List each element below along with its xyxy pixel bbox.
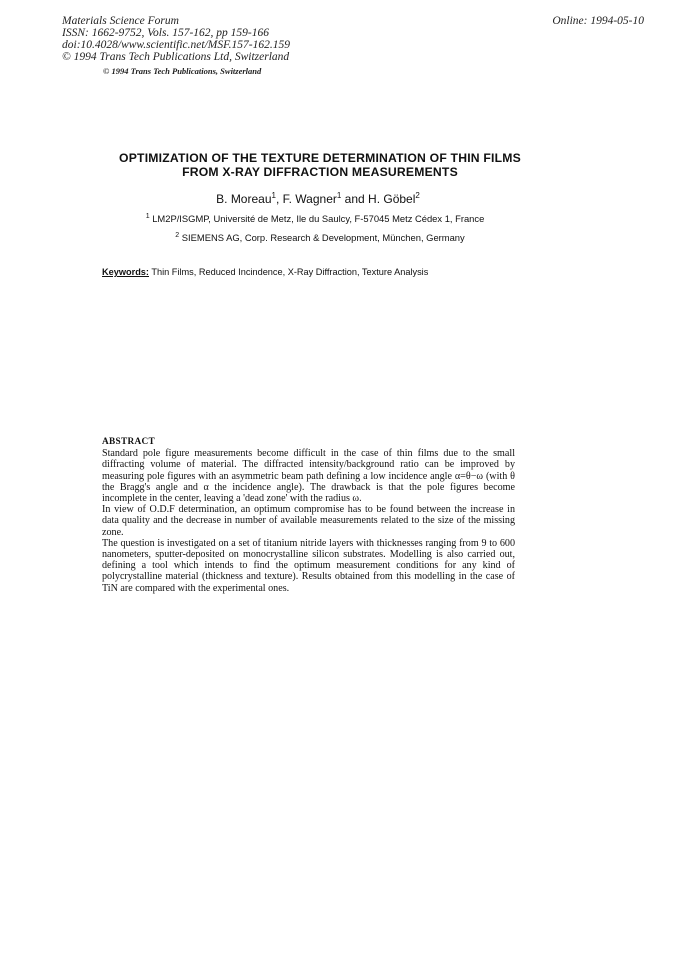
copyright-line: © 1994 Trans Tech Publications Ltd, Switzerland <box>62 51 290 63</box>
abstract-heading: ABSTRACT <box>102 437 156 447</box>
doi-line[interactable]: doi:10.4028/www.scientific.net/MSF.157-162.159 <box>62 39 290 51</box>
abstract-paragraph-2: In view of O.D.F determination, an optimum compromise has to be found between the increase in data quality and the decrease in number of available measurements related to the size of the missing zone. <box>102 504 515 538</box>
paper-title <box>0 151 640 179</box>
author-3: H. Göbel <box>368 192 416 206</box>
author-3-affil: 2 <box>415 191 420 200</box>
abstract-paragraph-1: Standard pole figure measurements become difficult in the case of thin films due to the small diffracting volume of material. The diffracted intensity/background ratio can be improved by measuring pole figures with an asymmetric beam path defining a low incidence angle α=θ−ω (with θ the Bragg's angle and α the incidence angle). The drawback is that the pole figures become incomplete in the center, leaving a 'dead zone' with the radius ω. <box>102 448 515 505</box>
publisher-stamp: © 1994 Trans Tech Publications, Switzerland <box>103 66 262 76</box>
affiliation-1 <box>5 213 625 224</box>
author-separator: and <box>341 192 369 206</box>
title-line-2: FROM X-RAY DIFFRACTION MEASUREMENTS <box>182 165 458 179</box>
affiliation-1-number: 1 <box>145 212 150 220</box>
abstract-paragraph-3: The question is investigated on a set of titanium nitride layers with thicknesses ranging from 9 to 600 nanometers, sputter-deposited on monocrystalline silicon substrates. Modelling is also carried out, defining a tool which intends to find the optimum measurement conditions for any kind of polycrystalline material (thickness and texture). Results obtained from this modelling in the case of TiN are compared with the experimental ones. <box>102 537 515 594</box>
author-separator: , <box>275 192 283 206</box>
author-2-affil: 1 <box>336 191 342 200</box>
author-list <box>0 192 636 206</box>
affiliation-2 <box>10 232 630 243</box>
author-1-affil: 1 <box>271 191 276 200</box>
affiliation-2-number: 2 <box>175 231 180 239</box>
affiliation-1-text: LM2P/ISGMP, Université de Metz, Ile du Saulcy, F-57045 Metz Cédex 1, France <box>152 213 485 224</box>
journal-header <box>62 15 290 63</box>
keywords-list: Thin Films, Reduced Incindence, X-Ray Diffraction, Texture Analysis <box>151 267 429 277</box>
keywords-label: Keywords: <box>102 267 149 277</box>
title-line-1: OPTIMIZATION OF THE TEXTURE DETERMINATION OF THIN FILMS <box>119 151 521 165</box>
keywords <box>102 267 428 277</box>
author-1: B. Moreau <box>216 192 272 206</box>
issn-line: ISSN: 1662-9752, Vols. 157-162, pp 159-166 <box>62 27 269 39</box>
abstract <box>102 437 515 594</box>
journal-name: Materials Science Forum <box>62 15 179 27</box>
affiliation-2-text: SIEMENS AG, Corp. Research & Development, München, Germany <box>181 232 465 243</box>
online-date: Online: 1994-05-10 <box>552 15 644 27</box>
author-2: F. Wagner <box>282 192 337 206</box>
